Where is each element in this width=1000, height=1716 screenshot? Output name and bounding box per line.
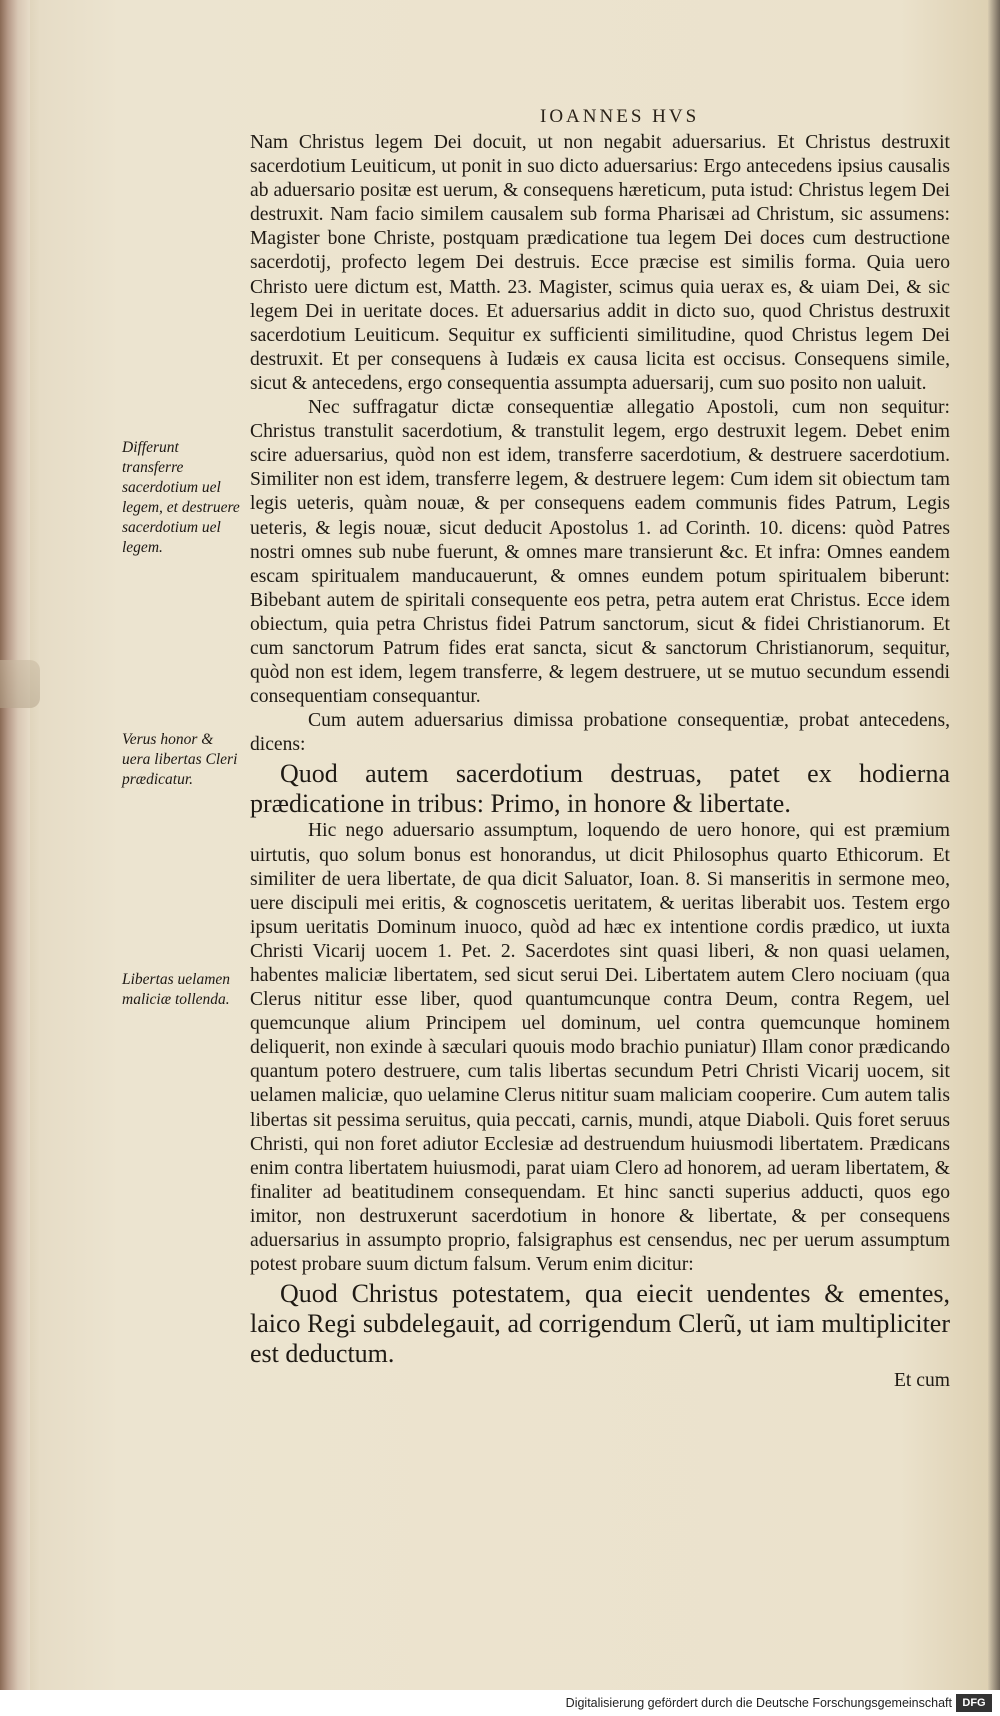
lead-statement-2: Quod Christus potestatem, qua eiecit uendentes & ementes, laico Regi subdelegauit, ad corrigendum Clerũ, ut iam multipliciter est deductum. xyxy=(250,1279,950,1369)
page-marker-tab xyxy=(0,660,40,708)
footer-credit: Digitalisierung gefördert durch die Deutsche Forschungsgemeinschaft xyxy=(565,1696,952,1710)
lead-statement-1: Quod autem sacerdotium destruas, patet ex hodierna prædicatione in tribus: Primo, in honore & libertate. xyxy=(250,759,950,819)
paragraph-3: Cum autem aduersarius dimissa probatione consequentiæ, probat antecedens, dicens: xyxy=(250,710,950,756)
paragraph-1: Nam Christus legem Dei docuit, ut non negabit aduersarius. Et Christus destruxit sacerdotium Leuiticum, ut ponit in suo dicto aduersarius: Ergo antecedens ipsius causalis ab aduersario positæ est uerum, & consequens hæreticum, puta istud: Christus legem Dei destruxit. Nam facio similem causalem sub forma Pharisæi ad Christum, sic assumens: Magister bone Christe, postquam prædicatione tua legem Dei doces cum destructione sacerdotij, profecto legem Dei destruis. Ecce præcise est similis forma. Quia uero Christo uere dictum est, Matth. 23. Magister, scimus quia uerax es, & uiam Dei, & sic legem Dei in ueritate doces. Et aduersarius addit in dicto suo, quod Christus destruxit sacerdotium Leuiticum. Sequitur ex sufficienti similitudine, quod Christus legem Dei destruxit. Et per consequens à Iudæis ex causa licita est occisus. Consequens simile, sicut & antecedens, ergo consequentia assumpta aduersarij, cum suo posito non ualuit. xyxy=(250,132,950,394)
margin-note-1: Differunt transferre sacerdotium uel legem, et destruere sacerdotium uel legem. xyxy=(122,439,240,556)
book-spine-edge xyxy=(0,0,30,1716)
paragraph-2: Nec suffragatur dictæ consequentiæ allegatio Apostoli, cum non sequitur: Christus transtulit sacerdotium, & transtulit legem, ergo destruxit legem. Debet enim scire aduersarius, quòd non est idem, transferre sacerdotium, & destruere sacerdotium. Similiter non est idem, transferre legem, & destruere legem: Cum idem sit obiectum tam legis ueteris, quàm nouæ, & per consequens eadem communis fides Patrum, Legis ueteris, & legis nouæ, sicut deducit Apostolus 1. ad Corinth. 10. dicens: quòd Patres nostri omnes sub nube fuerunt, & omnes mare transierunt &c. Et infra: Omnes eandem escam spiritualem manducauerunt, & omnes eundem potum spiritualem biberunt: Bibebant autem de spiritali consequente eos petra, petra autem erat Christus. Ecce idem obiectum, quia petra Christus fidei Patrum sanctorum, sicut & fidei Christianorum. Et cum sanctorum Patrum fides erat sancta, sicut & sanctorum Christianorum, sequitur, quòd non est idem, legem transferre, & legem destruere, ut se mutuo secundum essendi consequentiam consequantur. xyxy=(250,397,950,708)
page-shadow-edge xyxy=(988,0,1000,1716)
catchword: Et cum xyxy=(893,1370,950,1392)
paragraph-4: Hic nego aduersario assumptum, loquendo de uero honore, qui est præmium uirtutis, quo solum bonus est honorandus, ut dicit Philosophus quarto Ethicorum. Et similiter de uera libertate, de qua dicit Saluator, Ioan. 8. Si manseritis in sermone meo, uere discipuli mei eritis, & cognoscetis ueritatem, & ueritas liberabit uos. Testem ergo ipsum ueritatis Dominum inuoco, quòd ad hæc ex intentione cordis prædico, ut iuxta Christi Vicarij uocem 1. Pet. 2. Sacerdotes sint quasi liberi, & non quasi uelamen, habentes maliciæ libertatem, sed sicut serui Dei. Libertatem autem Clero nociuam (qua Clerus nititur esse liber, quod quantumcunque contra Deum, contra Regem, uel quemcunque alium Principem uel dominum, uel contra quemcunque hominem deliquerit, non exinde à sæculari quouis modo brachio puniatur) Illam conor prædicando quantum potero destruere, cum talis libertas secundum Petri Christi Vicarij uocem, sit uelamen maliciæ, quo uelamine Clerus nititur suam maliciam cooperire. Cum autem talis libertas sit pessima seruitus, quia peccati, carnis, mundi, atque Diaboli. Quis foret seruus Christi, qui non foret adiutor Ecclesiæ ad destruendum huiusmodi libertatem. Prædicans enim contra libertatem huiusmodi, parat uiam Clero ad honorem, ad ueram libertatem, & finaliter ad beatitudinem consequendam. Et hinc sancti superius adducti, quos ego imitor, non destruxerunt sacerdotium in honore & libertate, & per consequens aduersarius in assumpto proprio, falsigraphus est censendus, nec per uerum assumptum potest probare suum dictum falsum. Verum enim dicitur: xyxy=(250,820,950,1276)
dfg-logo-icon: DFG xyxy=(956,1694,992,1712)
margin-note-3: Libertas uelamen maliciæ tollenda. xyxy=(122,971,231,1008)
main-text-column xyxy=(250,131,950,1393)
running-title: IOANNES HVS xyxy=(540,106,700,127)
digitization-footer xyxy=(0,1690,1000,1716)
margin-note-2: Verus honor & uera libertas Cleri prædicatur. xyxy=(122,731,238,788)
